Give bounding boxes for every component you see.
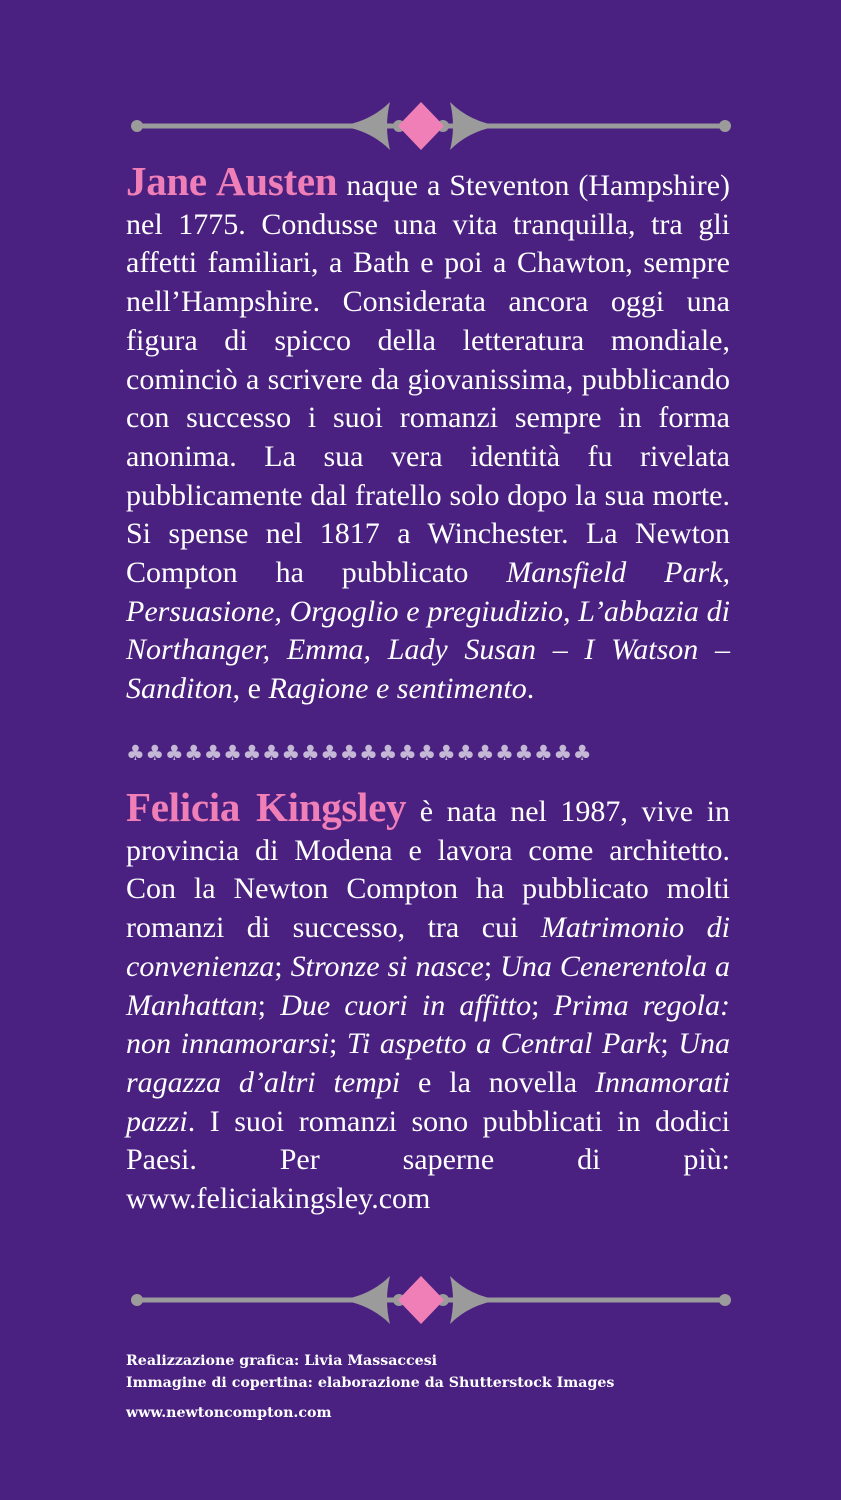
kingsley-sep: ; <box>328 1027 347 1061</box>
kingsley-bio <box>126 784 731 1219</box>
cover-credit: Immagine di copertina: elaborazione da Shutterstock Images <box>126 1375 615 1391</box>
ornament-diamond <box>398 102 444 150</box>
kingsley-title: Una Cenerentola a Manhattan <box>126 949 731 1022</box>
ornament-leaf <box>340 102 390 150</box>
austen-bio <box>126 158 730 709</box>
kingsley-sep: ; <box>531 988 554 1022</box>
publisher-website: www.newtoncompton.com <box>126 1405 332 1421</box>
design-credit: Realizzazione grafica: Livia Massaccesi <box>126 1353 438 1369</box>
austen-end: . <box>526 672 535 706</box>
kingsley-name: Felicia Kingsley <box>126 784 407 830</box>
ornament-end-dot <box>131 120 143 132</box>
kingsley-title: Due cuori in affitto <box>280 988 532 1022</box>
kingsley-text: è nata nel 1987, vive in provincia di Modena e lavora come architetto. Con la Newton Compton ha pubblicato molti romanzi di successo, tra cui <box>126 795 730 945</box>
kingsley-title: Una ragazza d’altri tempi <box>126 1027 730 1099</box>
top-ornament <box>0 96 841 156</box>
kingsley-sep: ; <box>257 988 281 1022</box>
ornament-end-dot <box>719 1294 731 1306</box>
kingsley-title: Innamorati pazzi <box>126 1065 730 1138</box>
ornament-leaf <box>450 102 500 150</box>
kingsley-text-end: . I suoi romanzi sono pubblicati in dodici Paesi. Per saperne di più: www.feliciakingsley.com <box>126 1104 730 1216</box>
austen-separator: , e <box>232 672 269 706</box>
austen-titles: Mansfield Park, Persuasione, Orgoglio e pregiudizio, L’abbazia di Northanger, Emma, Lady Susan – I Watson – Sanditon <box>126 556 730 706</box>
austen-name: Jane Austen <box>126 158 338 204</box>
kingsley-sep: ; <box>660 1027 679 1061</box>
kingsley-title: Ti aspetto a Central Park <box>346 1027 661 1061</box>
ornament-end-dot <box>131 1294 143 1306</box>
bottom-ornament <box>0 1270 841 1330</box>
ornament-diamond <box>398 1276 444 1324</box>
kingsley-sep: ; <box>274 949 291 983</box>
austen-text: naque a Steventon (Hampshire) nel 1775. Condusse una vita tranquilla, tra gli affetti familiari, a Bath e poi a Chawton, sempre nell’Hampshire. Considerata ancora oggi una figura di spicco della letteratura mondiale, cominciò a scrivere da giovanissima, pubblicando con successo i suoi romanzi sempre in forma anonima. La sua vera identità fu rivelata pubblicamente dal fratello solo dopo la sua morte. Si spense nel 1817 a Winchester. La Newton Compton ha pubblicato <box>126 169 730 590</box>
kingsley-sep: e la novella <box>400 1065 595 1099</box>
kingsley-sep: ; <box>483 949 501 983</box>
ornament-leaf <box>340 1276 390 1324</box>
kingsley-title: Matrimonio di convenienza <box>126 911 731 983</box>
credits <box>126 1350 614 1394</box>
kingsley-title: Prima regola: non innamorarsi <box>126 988 730 1061</box>
kingsley-title: Stronze si nasce <box>290 949 484 983</box>
austen-title-last: Ragione e sentimento <box>268 672 527 706</box>
fleuron-divider: ♣♣♣♣♣♣♣♣♣♣♣♣♣♣♣♣♣♣♣♣♣♣♣♣ <box>126 741 593 765</box>
ornament-leaf <box>450 1276 500 1324</box>
ornament-end-dot <box>719 120 731 132</box>
